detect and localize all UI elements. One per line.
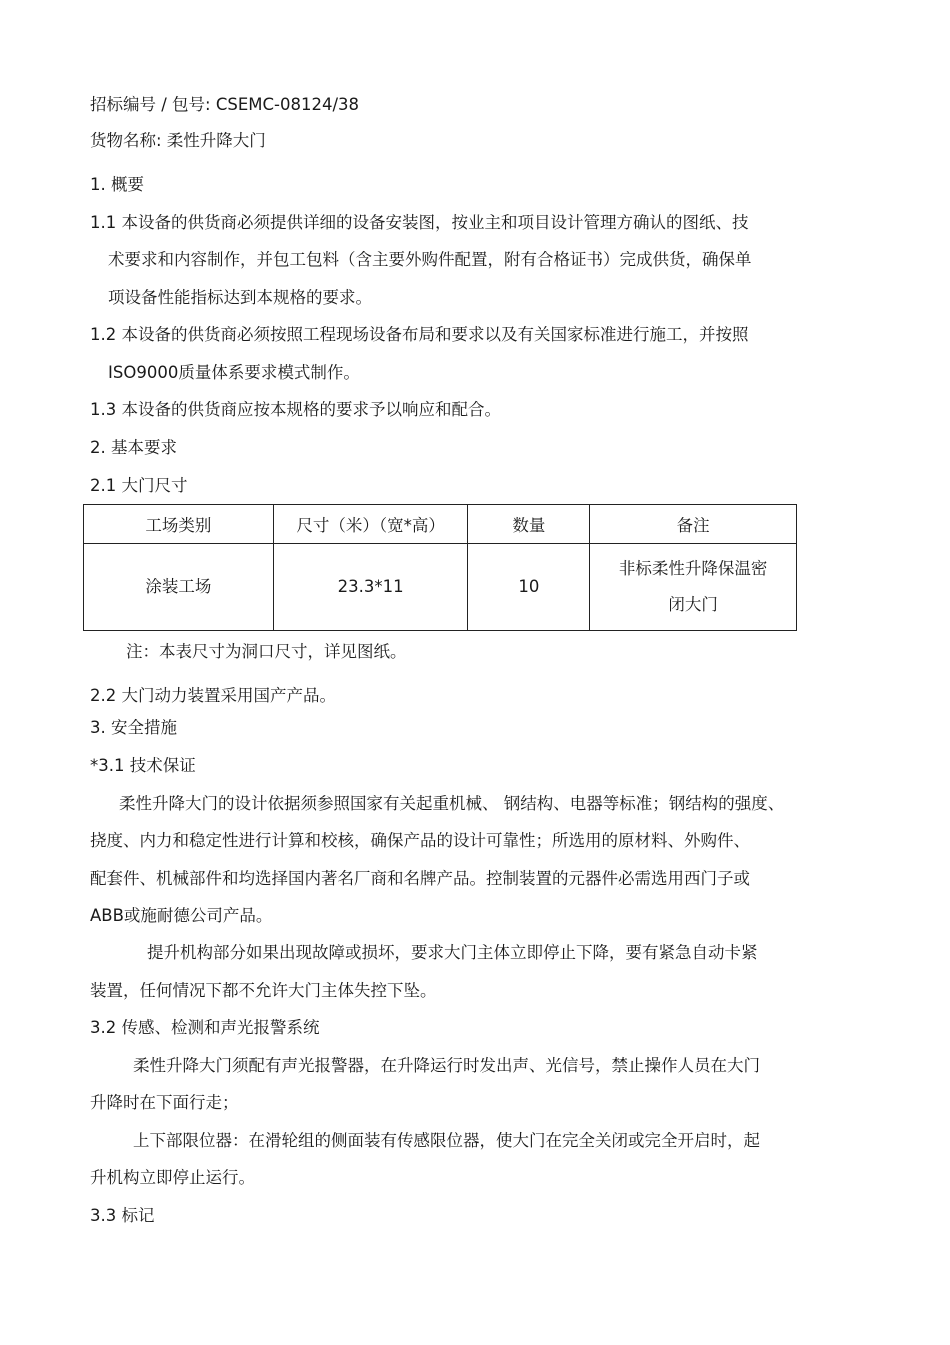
subsection-3-3-title: 3.3 标记 (90, 1206, 155, 1225)
col-header-workshop: 工场类别 (84, 505, 274, 544)
para-1-1-line-1: 1.1 本设备的供货商必须提供详细的设备安装图，按业主和项目设计管理方确认的图纸、技 (90, 213, 749, 232)
para-3-1-line-1: 柔性升降大门的设计依据须参照国家有关起重机械、 钢结构、电器等标准；钢结构的强度、 (119, 794, 785, 813)
col-header-note: 备注 (590, 505, 797, 544)
para-1-1-line-3: 项设备性能指标达到本规格的要求。 (108, 288, 372, 307)
cell-workshop: 涂装工场 (84, 544, 274, 631)
para-3-1-line-3: 配套件、机械部件和均选择国内著名厂商和名牌产品。控制装置的元器件必需选用西门子或 (90, 869, 750, 888)
para-1-1-line-2: 术要求和内容制作，并包工包料（含主要外购件配置，附有合格证书）完成供货，确保单 (108, 250, 752, 269)
para-1-3: 1.3 本设备的供货商应按本规格的要求予以响应和配合。 (90, 400, 501, 419)
cell-qty: 10 (468, 544, 590, 631)
para-1-2-line-1: 1.2 本设备的供货商必须按照工程现场设备布局和要求以及有关国家标准进行施工，并按照 (90, 325, 749, 344)
cell-note-line-1: 非标柔性升降保温密 (618, 559, 768, 578)
para-3-2a-line-2: 升降时在下面行走； (90, 1093, 239, 1112)
table-note: 注：本表尺寸为洞口尺寸，详见图纸。 (126, 642, 407, 661)
para-3-1-line-4: ABB或施耐德公司产品。 (90, 906, 273, 925)
table-row (84, 544, 797, 631)
subsection-2-2: 2.2 大门动力装置采用国产产品。 (90, 686, 336, 705)
table-header-row (84, 505, 797, 544)
subsection-2-1-title: 2.1 大门尺寸 (90, 476, 188, 495)
para-3-1-line-2: 挠度、内力和稳定性进行计算和校核，确保产品的设计可靠性；所选用的原材料、外购件、 (90, 831, 750, 850)
section-2-title: 2. 基本要求 (90, 438, 177, 457)
cell-note (590, 544, 797, 631)
subsection-3-1-title: *3.1 技术保证 (90, 756, 196, 775)
para-3-2b-line-2: 升机构立即停止运行。 (90, 1168, 255, 1187)
cell-note-line-2: 闭大门 (668, 595, 718, 614)
col-header-size: 尺寸（米）（宽*高） (273, 505, 468, 544)
door-size-table (83, 504, 797, 631)
col-header-qty: 数量 (468, 505, 590, 544)
section-3-title: 3. 安全措施 (90, 718, 177, 737)
para-3-1b-line-2: 装置，任何情况下都不允许大门主体失控下坠。 (90, 981, 437, 1000)
cell-size: 23.3*11 (273, 544, 468, 631)
goods-name: 货物名称: 柔性升降大门 (90, 131, 266, 150)
para-1-2-line-2: ISO9000质量体系要求模式制作。 (108, 363, 360, 382)
bid-number: 招标编号 / 包号: CSEMC-08124/38 (90, 95, 360, 114)
para-3-2b-line-1: 上下部限位器：在滑轮组的侧面装有传感限位器，使大门在完全关闭或完全开启时，起 (133, 1131, 760, 1150)
para-3-1b-line-1: 提升机构部分如果出现故障或损坏，要求大门主体立即停止下降，要有紧急自动卡紧 (147, 943, 758, 962)
subsection-3-2-title: 3.2 传感、检测和声光报警系统 (90, 1018, 320, 1037)
section-1-title: 1. 概要 (90, 175, 144, 194)
para-3-2a-line-1: 柔性升降大门须配有声光报警器，在升降运行时发出声、光信号，禁止操作人员在大门 (133, 1056, 760, 1075)
